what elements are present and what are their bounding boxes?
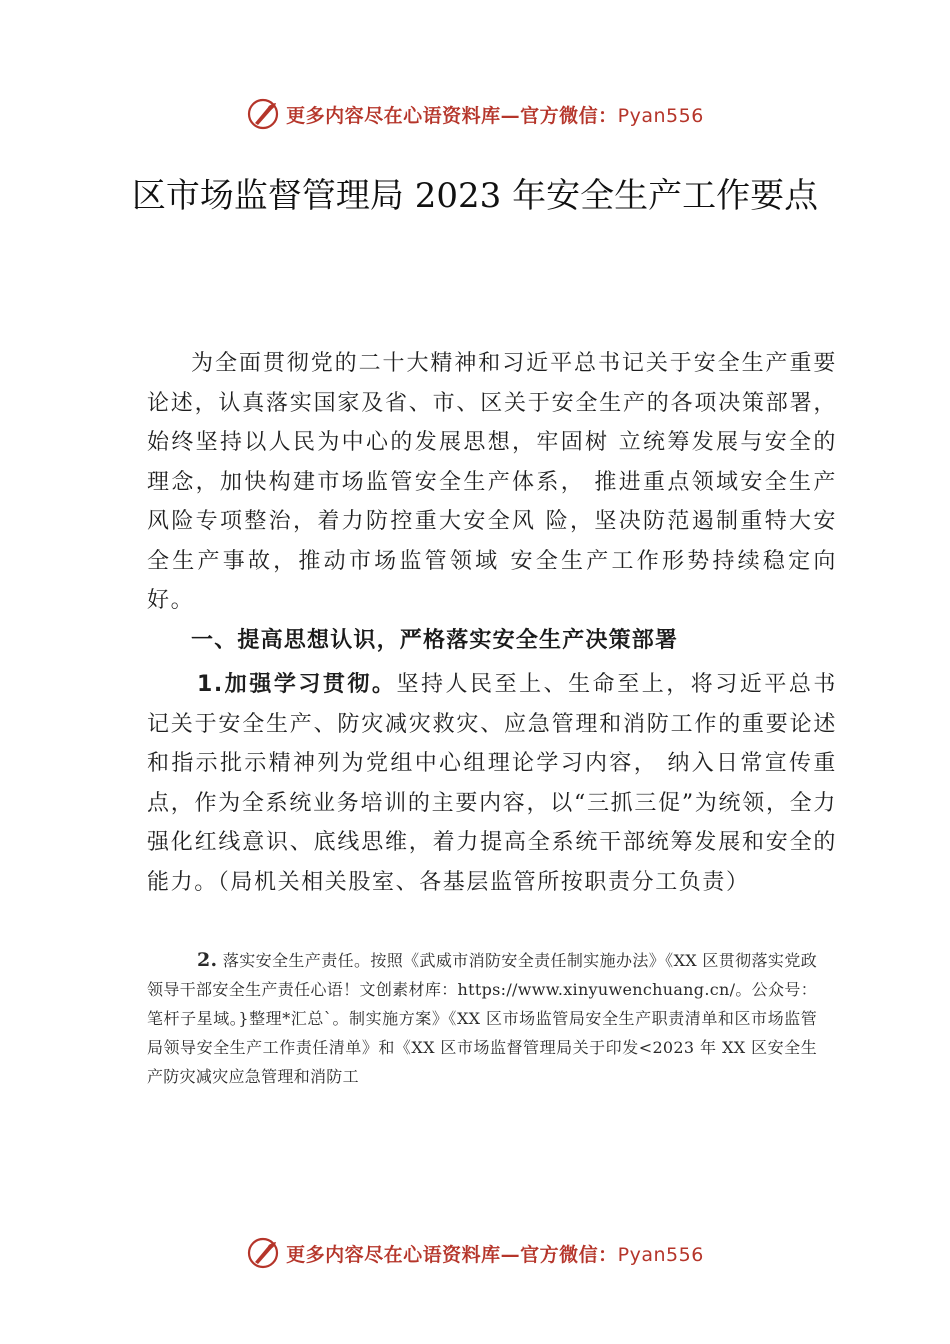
header-banner [0,94,950,134]
item-1-paragraph [147,665,837,902]
banner-text: 更多内容尽在心语资料库—官方微信：Pyan556 [286,1243,704,1266]
item-1-lead: 1.加强学习贯彻。 [197,672,397,697]
intro-paragraph: 为全面贯彻党的二十大精神和习近平总书记关于安全生产重要论述，认真落实国家及省、市、区关于安全生产的各项决策部署，始终坚持以人民为中心的发展思想，牢固树 立统筹发展与安全的理念，加快构建市场监管安全生产体系， 推进重点领域安全生产风险专项整治，着力防控重大安全风 险，坚决防范遏制重特大安全生产事故，推动市场监管领域 安全生产工作形势持续稳定向好。 [147,351,837,613]
section-heading-1: 一、提高思想认识，严格落实安全生产决策部署 [191,628,679,653]
item-2-paragraph [147,946,817,1091]
item-2-body: 落实安全生产责任。按照《武威市消防安全责任制实施办法》《XX 区贯彻落实党政领导干部安全生产责任心语！文创素材库：https://www.xinyuwenchuang.cn/。公众号：笔杆子星域。}整理*汇总`。制实施方案》《XX 区市场监管局安全生产职责清单和区市场监管局领导安全生产工作责任清单》和《XX 区市场监督管理局关于印发<2023 年 XX 区安全生产防灾减灾应急管理和消防工 [147,951,817,1086]
quill-logo-icon [246,97,280,131]
document-title: 区市场监督管理局 2023 年安全生产工作要点 [131,176,819,216]
quill-logo-icon [246,1236,280,1270]
banner-wechat-id: Pyan556 [617,1243,704,1266]
banner-wechat-id: Pyan556 [617,104,704,127]
banner-text: 更多内容尽在心语资料库—官方微信：Pyan556 [286,104,704,127]
item-2-number: 2. [197,949,218,971]
footer-banner [0,1233,950,1273]
item-1-body: 坚持人民至上、生命至上，将习近平总书记关于安全生产、防灾减灾救灾、应急管理和消防工作的重要论述和指示批示精神列为党组中心组理论学习内容， 纳入日常宣传重点，作为全系统业务培训的主要内容，以“三抓三促”为统领，全力强化红线意识、底线思维，着力提高全系统干部统筹发展和安全的能力。（局机关相关股室、各基层监管所按职责分工负责） [147,672,837,895]
